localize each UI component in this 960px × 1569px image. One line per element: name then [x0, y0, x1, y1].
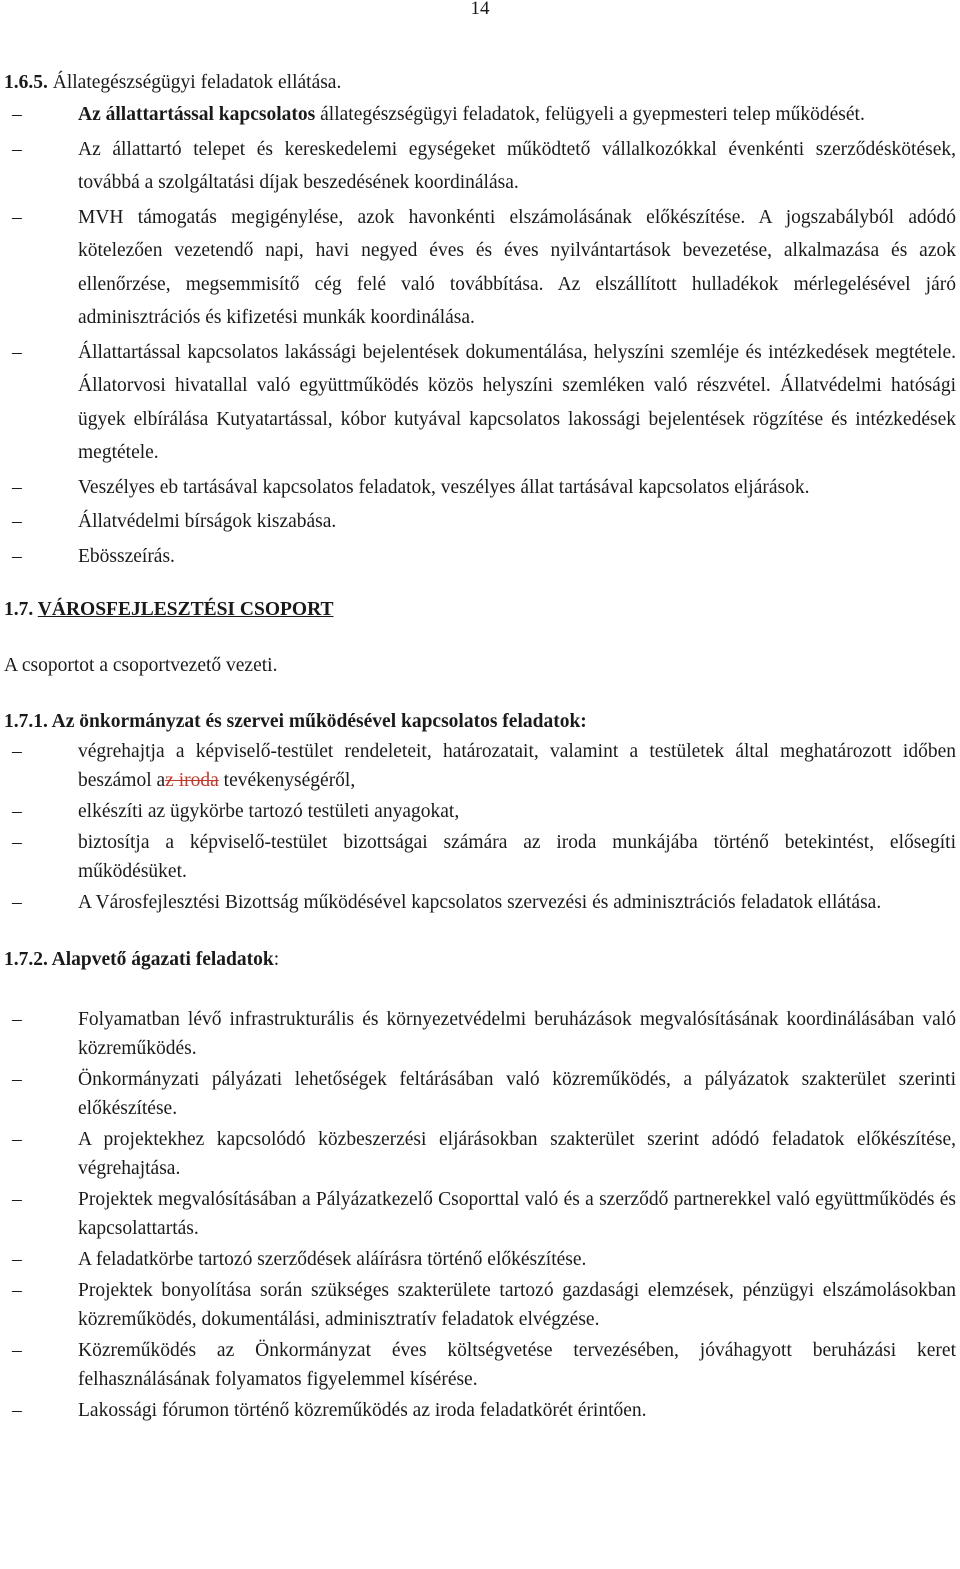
list-item: [4, 888, 956, 917]
list-item: [4, 98, 956, 132]
list-item: [4, 797, 956, 826]
dash-bullet: –: [12, 892, 22, 913]
dash-bullet: –: [12, 138, 22, 160]
dash-bullet: –: [12, 206, 22, 228]
dash-bullet: –: [12, 341, 22, 363]
dash-bullet: –: [12, 801, 22, 822]
item-text: biztosítja a képviselő-testület bizottságai számára az iroda munkájába történő betekintést, elősegíti működésüket.: [78, 832, 956, 882]
item-text: Állatvédelmi bírságok kiszabása.: [78, 511, 337, 532]
section-171-heading: 1.7.1. Az önkormányzat és szervei működésével kapcsolatos feladatok:: [4, 711, 587, 732]
section-17-intro: A csoportot a csoportvezető vezeti.: [4, 655, 278, 676]
item-text: MVH támogatás megigénylése, azok havonkénti elszámolásának előkészítése. A jogszabályból adódó kötelezően vezetendő napi, havi negyed éves és éves nyilvántartások bevezetése, alkalmazása és azok ellenőrzése, megsemmisítő cég felé való továbbítása. Az elszállított hulladékok mérlegelésével járó adminisztrációs és kifizetési munkák koordinálása.: [78, 206, 956, 328]
list-item: [4, 505, 956, 539]
dash-bullet: –: [12, 832, 22, 853]
page-number: 14: [470, 0, 490, 19]
section-171-list: [4, 737, 956, 917]
list-item: [4, 540, 956, 574]
list-item: [4, 1005, 956, 1063]
list-item: [4, 1065, 956, 1123]
section-172-list: [4, 1005, 956, 1425]
item-text: A Városfejlesztési Bizottság működésével kapcsolatos szervezési és adminisztrációs feladatok ellátása.: [78, 892, 882, 913]
list-item: [4, 201, 956, 335]
dash-bullet: –: [12, 1069, 22, 1090]
dash-bullet: –: [12, 1400, 22, 1421]
item-text: Veszélyes eb tartásával kapcsolatos feladatok, veszélyes állat tartásával kapcsolatos eljárások.: [78, 476, 810, 498]
item-text: A projektekhez kapcsolódó közbeszerzési eljárásokban szakterület szerint adódó feladatok előkészítése, végrehajtása.: [78, 1129, 956, 1179]
item-text: Projektek megvalósításában a Pályázatkezelő Csoporttal való és a szerződő partnerekkel való együttműködés és kapcsolattartás.: [78, 1189, 956, 1239]
item-text: Közreműködés az Önkormányzat éves költségvetése tervezésében, jóváhagyott beruházási keret felhasználásának folyamatos figyelemmel kísérése.: [78, 1340, 956, 1390]
list-item: [4, 828, 956, 886]
section-172-title: 1.7.2. Alapvető ágazati feladatok: [4, 949, 274, 970]
dash-bullet: –: [12, 741, 22, 762]
item-text: A feladatkörbe tartozó szerződések aláírásra történő előkészítése.: [78, 1249, 587, 1270]
struck-text: z iroda: [165, 770, 219, 791]
list-item: [4, 471, 956, 505]
item-text: Állattartással kapcsolatos lakássági bejelentések dokumentálása, helyszíni szemléje és intézkedések megtétele. Állatorvosi hivatallal való együttműködés közös helyszíni szemléken való részvétel. Állatvédelmi hatósági ügyek elbírálása Kutyatartással, kóbor kutyával kapcsolatos lakossági bejelentések rögzítése és intézkedések megtétele.: [78, 341, 956, 463]
item-text: Az állattartó telepet és kereskedelemi egységeket működtető vállalkozókkal évenkénti szerződéskötések, továbbá a szolgáltatási díjak beszedésének koordinálása.: [78, 138, 956, 193]
section-17-title: VÁROSFEJLESZTÉSI CSOPORT: [37, 599, 334, 620]
dash-bullet: –: [12, 1129, 22, 1150]
dash-bullet: –: [12, 1280, 22, 1301]
item-text: Projektek bonyolítása során szükséges szakterülete tartozó gazdasági elemzések, pénzügyi elszámolásokban közreműködés, dokumentálási, adminisztratív feladatok elvégzése.: [78, 1280, 956, 1330]
list-item: [4, 737, 956, 795]
section-165-heading: [4, 68, 956, 98]
list-item: [4, 1396, 956, 1425]
section-172-heading: [4, 945, 956, 975]
dash-bullet: –: [12, 1009, 22, 1030]
item-bold-text: Az állattartással kapcsolatos: [78, 104, 316, 125]
item-text: Lakossági fórumon történő közreműködés az iroda feladatkörét érintően.: [78, 1400, 647, 1421]
section-172-colon: :: [273, 949, 280, 970]
dash-bullet: –: [12, 545, 22, 567]
item-text: állategészségügyi feladatok, felügyeli a gyepmesteri telep működését.: [315, 104, 865, 125]
dash-bullet: –: [12, 1189, 22, 1210]
list-item: [4, 336, 956, 470]
list-item: [4, 1336, 956, 1394]
item-text: elkészíti az ügykörbe tartozó testületi anyagokat,: [78, 801, 460, 822]
list-item: [4, 1276, 956, 1334]
dash-bullet: –: [12, 511, 22, 532]
section-165-number: 1.6.5.: [4, 72, 48, 93]
item-text-suffix: tevékenységéről,: [218, 770, 356, 791]
list-item: [4, 1245, 956, 1274]
list-item: [4, 1185, 956, 1243]
dash-bullet: –: [12, 1340, 22, 1361]
section-165-title: Állategészségügyi feladatok ellátása.: [52, 72, 342, 93]
item-text: Folyamatban lévő infrastrukturális és környezetvédelmi beruházások megvalósításának koordinálásában való közreműködés.: [78, 1009, 956, 1059]
document-body: [4, 68, 956, 1427]
section-17-number: 1.7.: [4, 599, 34, 620]
dash-bullet: –: [12, 104, 22, 125]
dash-bullet: –: [12, 1249, 22, 1270]
dash-bullet: –: [12, 476, 22, 498]
item-text: Önkormányzati pályázati lehetőségek feltárásában való közreműködés, a pályázatok szakterület szerinti előkészítése.: [78, 1069, 956, 1119]
item-text: Ebösszeírás.: [78, 545, 175, 567]
list-item: [4, 1125, 956, 1183]
section-165-list: [4, 98, 956, 573]
section-17-heading: [4, 595, 956, 625]
list-item: [4, 133, 956, 200]
item-text: végrehajtja a képviselő-testület rendeleteit, határozatait, valamint a testületek által meghatározott időben beszámol a: [78, 741, 956, 791]
